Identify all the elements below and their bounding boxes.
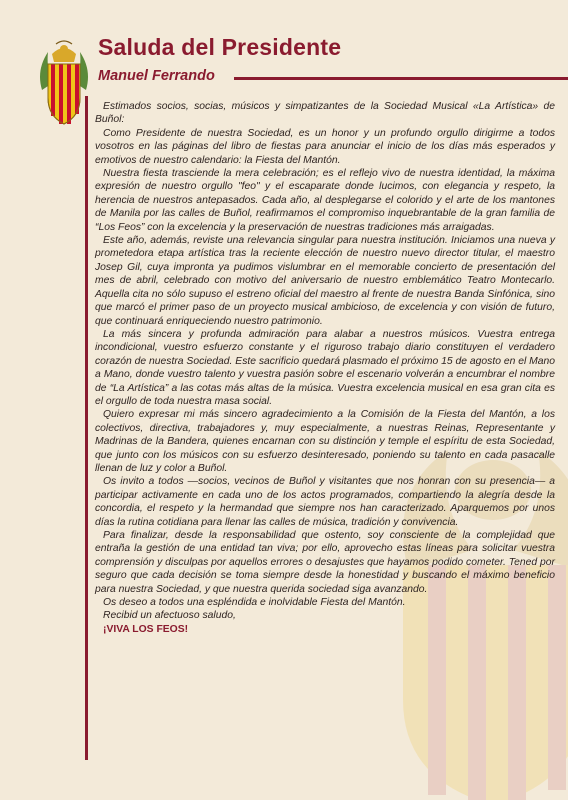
valencian-coat-of-arms-icon	[38, 40, 90, 128]
paragraph-invitation: Os invito a todos —socios, vecinos de Buñol y visitantes que nos honran con su presencia— a participar activamente en cada uno de los actos programados, compartiendo la alegría desde la concordia, el respeto y la hermandad que siempre nos han caracterizado. Aparquemos por unos días la rutina cotidiana para llenar las calles de música, tradición y convivencia.	[95, 476, 555, 528]
closing-cheer: ¡VIVA LOS FEOS!	[103, 623, 189, 635]
paragraph-musicians: La más sincera y profunda admiración para alabar a nuestros músicos. Vuestra entrega incondicional, vuestro esfuerzo constante y el riguroso trabajo diario constituyen el verdadero corazón de nuestra Sociedad. Este sacrificio quedará plasmado el próximo 15 de agosto en el Mano a Mano, donde vuestro talento y vuestra pasión sobre el escenario volverán a encumbrar el nombre de “La Artística” a las cotas más altas de la música. Vuestra excelencia musical en esa gran cita es el orgullo de toda nuestra masa social.	[95, 328, 555, 407]
letter-body	[95, 100, 555, 636]
paragraph-thanks: Quiero expresar mi más sincero agradecimiento a la Comisión de la Fiesta del Mantón, a los colectivos, directiva, trabajadores y, muy especialmente, a nuestras Reinas, Representante y Madrinas de la Bandera, quienes encarnan con su distinción y temple el espíritu de esta Sociedad, que junto con los músicos con su esfuerzo desinteresado, poniendo su talento en cada pasacalle llenan de luz y color a Buñol.	[95, 409, 555, 474]
paragraph-closing-remarks: Para finalizar, desde la responsabilidad que ostento, soy consciente de la complejidad que entraña la gestión de una entidad tan viva; por ello, aprovecho estas líneas para solicitar vuestra comprensión y disculpas por aquellos errores o desajustes que hayamos podido cometer. Tened por seguro que cada decisión se toma siempre desde la honestidad y buscando el máximo beneficio para nuestra Sociedad, y que nuestra querida sociedad siga avanzando.	[95, 530, 555, 595]
paragraph-intro: Como Presidente de nuestra Sociedad, es un honor y un profundo orgullo dirigirme a todos vosotros en las páginas del libro de fiestas para anunciar el inicio de los días más esperados y emotivos de nuestro calendario: la Fiesta del Mantón.	[95, 127, 555, 166]
page-title: Saluda del Presidente	[98, 34, 342, 60]
paragraph-farewell: Recibid un afectuoso saludo,	[103, 610, 236, 622]
left-accent-bar	[85, 96, 88, 760]
paragraph-identity: Nuestra fiesta trasciende la mera celebración; es el reflejo vivo de nuestra identidad, la máxima expresión de nuestro orgullo "feo" y el escaparate donde lucimos, con elegancia y respeto, la herencia de nuestros antepasados. Cada año, al desplegarse el colorido y el arte de los mantones de Manila por las calles de Buñol, reafirmamos el compromiso inquebrantable de la gran familia de “Los Feos” con la excelencia y la preservación de nuestras tradiciones más arraigadas.	[95, 168, 555, 233]
title-rule	[234, 77, 568, 80]
paragraph-greeting: Estimados socios, socias, músicos y simpatizantes de la Sociedad Musical «La Artística» de Buñol:	[95, 101, 555, 126]
paragraph-wishes: Os deseo a todos una espléndida e inolvidable Fiesta del Mantón.	[103, 597, 406, 609]
paragraph-director: Este año, además, reviste una relevancia singular para nuestra institución. Iniciamos una nueva y prometedora etapa artística tras la reciente elección de nuestro nuevo director titular, el maestro Josep Gil, cuya impronta ya pudimos vislumbrar en el memorable concierto de presentación del mes de abril, celebrado con motivo del aniversario de nuestro emblemático Teatro Montecarlo. Aquella cita no sólo supuso el estreno oficial del maestro al frente de nuestra Banda Sinfónica, sino que marcó el primer paso de un proyecto musical ambicioso, de excelencia y con visión de futuro, que continuará enriqueciendo nuestro patrimonio.	[95, 235, 555, 327]
author-name: Manuel Ferrando	[98, 68, 215, 84]
